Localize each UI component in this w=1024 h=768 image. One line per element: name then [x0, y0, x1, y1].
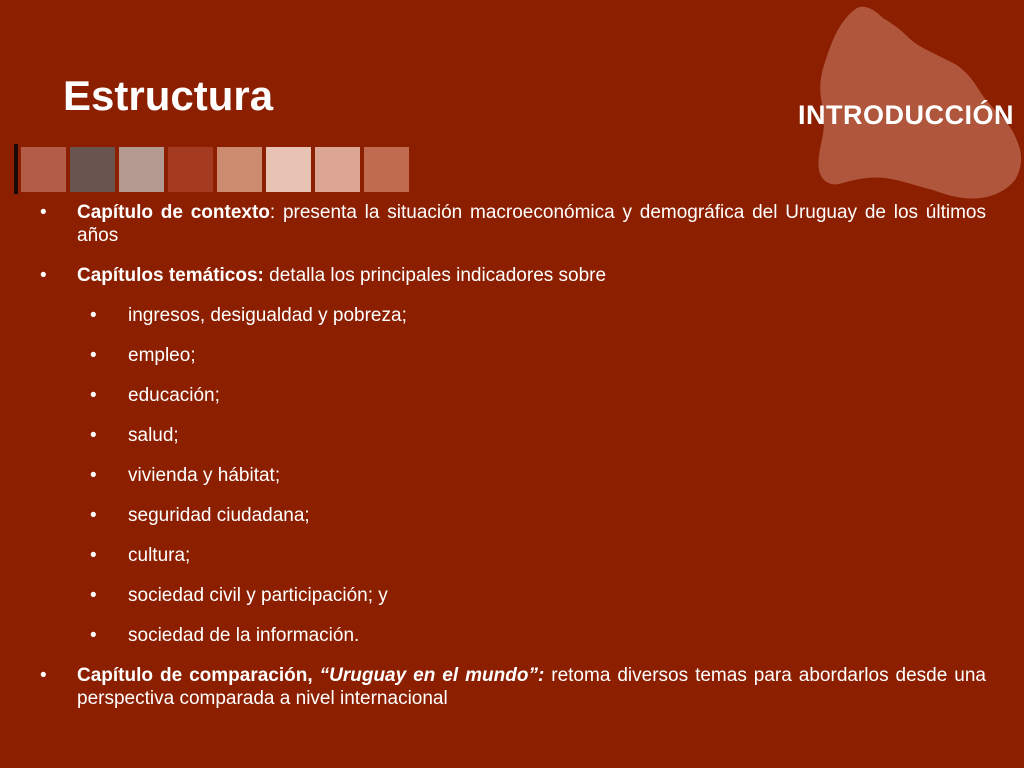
bullet-text: detalla los principales indicadores sobre [263, 265, 607, 286]
sub-list-label: empleo; [128, 345, 196, 366]
sub-list-label: vivienda y hábitat; [128, 465, 281, 486]
bullet-tematicos [40, 264, 986, 287]
sub-list [40, 304, 986, 647]
color-swatch-strip [14, 147, 413, 192]
swatch [119, 147, 164, 192]
bullet-icon: • [90, 305, 97, 326]
bullet-icon: • [90, 545, 97, 566]
bullet-icon: • [90, 505, 97, 526]
swatch [168, 147, 213, 192]
sub-list-item [40, 424, 986, 447]
bullet-contexto [40, 201, 986, 247]
swatch [315, 147, 360, 192]
swatch [266, 147, 311, 192]
bullet-icon: • [40, 265, 47, 286]
bullet-text: retoma diversos temas para abordarlos desde una perspectiva comparada a nivel internacional [77, 665, 986, 709]
bullet-text: : presenta la situación macroeconómica y demográfica del Uruguay de los últimos años [77, 202, 986, 246]
sub-list-label: ingresos, desigualdad y pobreza; [128, 305, 407, 326]
sub-list-label: salud; [128, 425, 179, 446]
bullet-icon: • [40, 202, 47, 223]
sub-list-label: sociedad de la información. [128, 625, 360, 646]
section-label: INTRODUCCIÓN [798, 100, 1014, 130]
sub-list-item [40, 504, 986, 527]
slide-title: Estructura [63, 72, 274, 119]
sub-list-item [40, 304, 986, 327]
sub-list-item [40, 624, 986, 647]
swatch [21, 147, 66, 192]
sub-list-item [40, 464, 986, 487]
bullet-heading-italic: “Uruguay en el mundo”: [319, 665, 545, 686]
bullet-comparacion [40, 664, 986, 710]
bullet-icon: • [90, 385, 97, 406]
swatch [364, 147, 409, 192]
sub-list-item [40, 544, 986, 567]
bullet-icon: • [90, 345, 97, 366]
sub-list-label: cultura; [128, 545, 191, 566]
bullet-list [40, 201, 986, 710]
bullet-heading: Capítulos temáticos: [77, 265, 264, 286]
accent-bar [14, 144, 18, 194]
sub-list-label: educación; [128, 385, 220, 406]
sub-list-label: seguridad ciudadana; [128, 505, 310, 526]
bullet-icon: • [90, 465, 97, 486]
sub-list-label: sociedad civil y participación; y [128, 585, 388, 606]
bullet-icon: • [40, 665, 47, 686]
swatch [217, 147, 262, 192]
bullet-heading: Capítulo de comparación, [77, 665, 320, 686]
sub-list-item [40, 384, 986, 407]
sub-list-item [40, 584, 986, 607]
swatch [70, 147, 115, 192]
bullet-icon: • [90, 585, 97, 606]
bullet-icon: • [90, 425, 97, 446]
bullet-icon: • [90, 625, 97, 646]
sub-list-item [40, 344, 986, 367]
bullet-heading: Capítulo de contexto [77, 202, 270, 223]
